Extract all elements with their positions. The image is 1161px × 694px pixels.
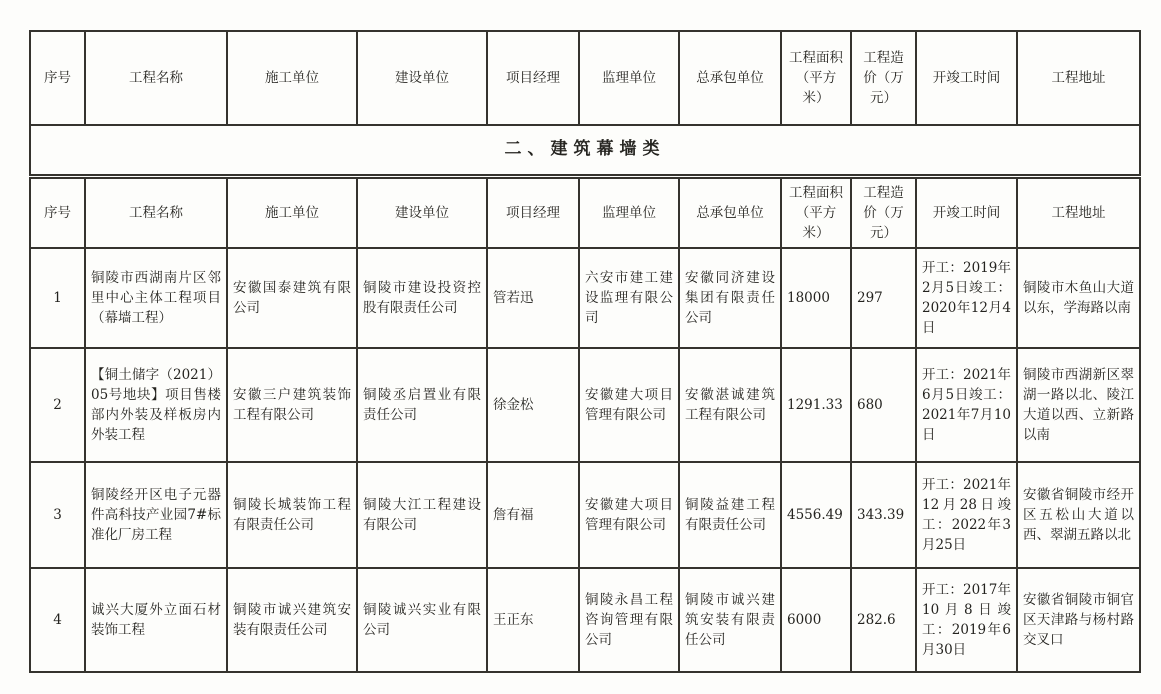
cell-cost: 343.39	[851, 462, 916, 568]
column-header-name: 工程名称	[85, 177, 227, 249]
column-header-name: 工程名称	[85, 31, 227, 125]
cell-manager: 詹有福	[487, 462, 579, 568]
cell-cost: 297	[851, 248, 916, 348]
cell-builder: 铜陵市诚兴建筑安装有限责任公司	[227, 568, 357, 672]
cell-no: 1	[30, 248, 85, 348]
column-header-cost: 工程造价（万元）	[851, 177, 916, 249]
cell-owner: 铜陵诚兴实业有限公司	[357, 568, 487, 672]
table-row	[30, 248, 1140, 348]
table-row	[30, 462, 1140, 568]
cell-owner: 铜陵市建设投资控股有限责任公司	[357, 248, 487, 348]
column-header-no: 序号	[30, 177, 85, 249]
column-header-manager: 项目经理	[487, 177, 579, 249]
cell-owner: 铜陵大江工程建设有限公司	[357, 462, 487, 568]
cell-name: 铜陵市西湖南片区邻里中心主体工程项目（幕墙工程）	[85, 248, 227, 348]
cell-area: 6000	[781, 568, 851, 672]
cell-cost: 282.6	[851, 568, 916, 672]
cell-supervisor: 安徽建大项目管理有限公司	[579, 462, 679, 568]
column-header-address: 工程地址	[1017, 31, 1140, 125]
column-header-cost: 工程造价（万元）	[851, 31, 916, 125]
section-title: 二、建筑幕墙类	[30, 125, 1140, 177]
cell-name: 铜陵经开区电子元器件高科技产业园7#标准化厂房工程	[85, 462, 227, 568]
curtain-wall-projects-table	[29, 30, 1141, 673]
column-header-owner: 建设单位	[357, 31, 487, 125]
cell-contractor: 安徽湛诚建筑工程有限公司	[679, 348, 781, 462]
cell-schedule: 开工：2021年12月28日竣工：2022年3月25日	[916, 462, 1017, 568]
cell-schedule: 开工：2017年10月8日竣工：2019年6月30日	[916, 568, 1017, 672]
column-header-schedule: 开竣工时间	[916, 31, 1017, 125]
cell-area: 1291.33	[781, 348, 851, 462]
cell-address: 安徽省铜陵市经开区五松山大道以西、翠湖五路以北	[1017, 462, 1140, 568]
cell-area: 4556.49	[781, 462, 851, 568]
cell-manager: 徐金松	[487, 348, 579, 462]
column-header-address: 工程地址	[1017, 177, 1140, 249]
cell-builder: 安徽三户建筑装饰工程有限公司	[227, 348, 357, 462]
cell-supervisor: 六安市建工建设监理有限公司	[579, 248, 679, 348]
cell-supervisor: 铜陵永昌工程咨询管理有限公司	[579, 568, 679, 672]
column-header-supervisor: 监理单位	[579, 177, 679, 249]
cell-contractor: 铜陵益建工程有限责任公司	[679, 462, 781, 568]
column-header-area: 工程面积（平方米）	[781, 31, 851, 125]
column-header-schedule: 开竣工时间	[916, 177, 1017, 249]
cell-contractor: 安徽同济建设集团有限责任公司	[679, 248, 781, 348]
column-header-owner: 建设单位	[357, 177, 487, 249]
cell-area: 18000	[781, 248, 851, 348]
table-row	[30, 348, 1140, 462]
cell-address: 铜陵市木鱼山大道以东，学海路以南	[1017, 248, 1140, 348]
cell-name: 诚兴大厦外立面石材装饰工程	[85, 568, 227, 672]
cell-builder: 铜陵长城装饰工程有限责任公司	[227, 462, 357, 568]
header-row	[30, 177, 1140, 249]
cell-name: 【铜土储字（2021）05号地块】项目售楼部内外装及样板房内外装工程	[85, 348, 227, 462]
cell-no: 3	[30, 462, 85, 568]
column-header-builder: 施工单位	[227, 177, 357, 249]
cell-contractor: 铜陵市诚兴建筑安装有限责任公司	[679, 568, 781, 672]
cell-owner: 铜陵丞启置业有限责任公司	[357, 348, 487, 462]
cell-address: 铜陵市西湖新区翠湖一路以北、陵江大道以西、立新路以南	[1017, 348, 1140, 462]
cell-cost: 680	[851, 348, 916, 462]
cell-schedule: 开工：2019年2月5日竣工：2020年12月4日	[916, 248, 1017, 348]
column-header-no: 序号	[30, 31, 85, 125]
cell-no: 4	[30, 568, 85, 672]
cell-schedule: 开工：2021年6月5日竣工：2021年7月10日	[916, 348, 1017, 462]
header-row	[30, 31, 1140, 125]
column-header-contractor: 总承包单位	[679, 177, 781, 249]
cell-address: 安徽省铜陵市铜官区天津路与杨村路交叉口	[1017, 568, 1140, 672]
section-row	[30, 125, 1140, 177]
column-header-area: 工程面积（平方米）	[781, 177, 851, 249]
cell-no: 2	[30, 348, 85, 462]
column-header-supervisor: 监理单位	[579, 31, 679, 125]
column-header-builder: 施工单位	[227, 31, 357, 125]
table-row	[30, 568, 1140, 672]
cell-builder: 安徽国泰建筑有限公司	[227, 248, 357, 348]
column-header-manager: 项目经理	[487, 31, 579, 125]
cell-supervisor: 安徽建大项目管理有限公司	[579, 348, 679, 462]
column-header-contractor: 总承包单位	[679, 31, 781, 125]
cell-manager: 王正东	[487, 568, 579, 672]
cell-manager: 管若迅	[487, 248, 579, 348]
